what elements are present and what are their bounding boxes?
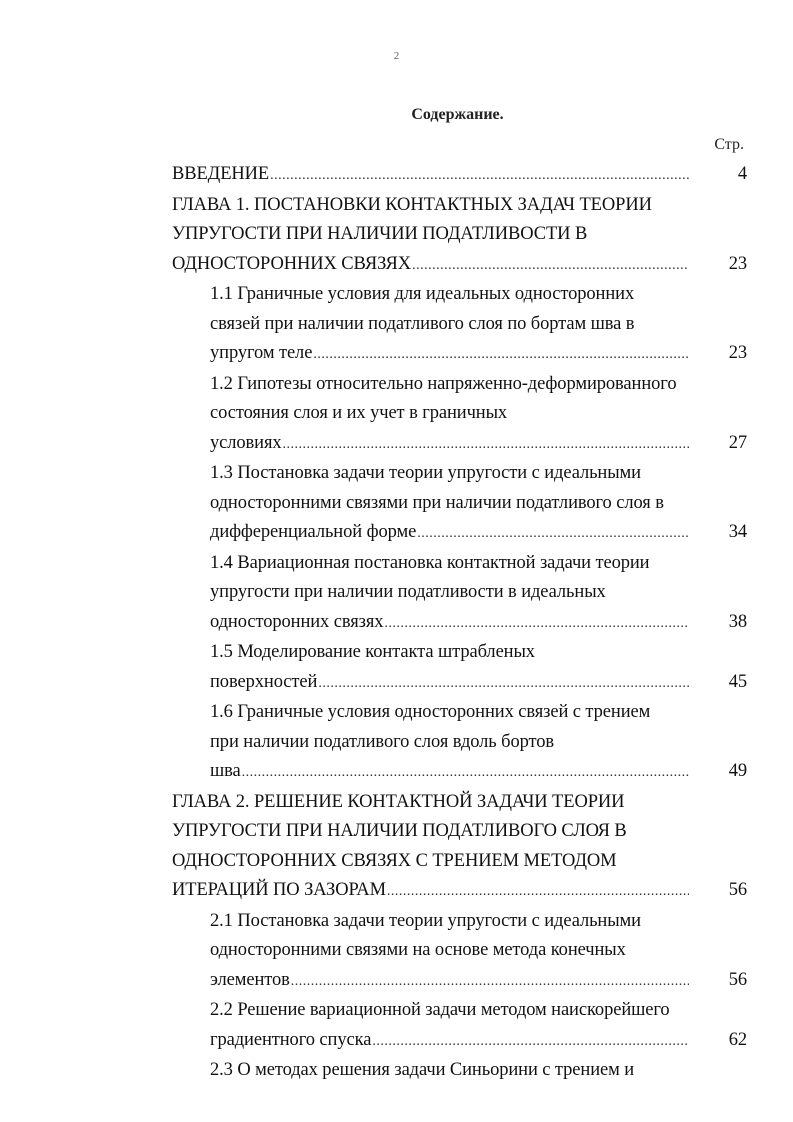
toc-entry-last-line <box>210 608 747 639</box>
toc-entry-text: дифференциальной форме <box>210 522 417 542</box>
toc-entry-line: односторонними связями при наличии податливого слоя в <box>210 492 664 513</box>
toc-entry-line: 1.5 Моделирование контакта штрабленых <box>210 642 535 662</box>
toc-entry-line: односторонними связями на основе метода конечных <box>210 940 626 960</box>
toc-section-entry[interactable] <box>210 996 747 1056</box>
toc-entry-line: упругости при наличии податливости в идеальных <box>210 582 606 602</box>
toc-entry-text: ВВЕДЕНИЕ <box>172 164 270 184</box>
toc-entry-line: УПРУГОСТИ ПРИ НАЛИЧИИ ПОДАТЛИВОГО СЛОЯ В <box>172 821 627 841</box>
toc-entry-text: односторонних связях <box>210 611 384 632</box>
toc-entry-line: 1.2 Гипотезы относительно напряженно-деформированного <box>210 373 677 394</box>
toc-entry-text: ИТЕРАЦИЙ ПО ЗАЗОРАМ <box>172 880 386 900</box>
toc-entry-line: связей при наличии податливого слоя по бортам шва в <box>210 313 635 334</box>
toc-section-entry[interactable] <box>210 698 747 788</box>
toc-page-number: 45 <box>728 671 747 692</box>
toc-section-entry[interactable] <box>210 638 747 698</box>
toc-entry-line: 1.3 Постановка задачи теории упругости с идеальными <box>210 463 641 483</box>
dot-leader <box>387 877 689 907</box>
toc-page-number: 23 <box>728 343 747 363</box>
toc-entry-line: 1.1 Граничные условия для идеальных односторонних <box>210 284 635 304</box>
dot-leader <box>283 430 689 460</box>
dot-leader <box>412 251 689 281</box>
toc-page-number: 4 <box>737 164 747 184</box>
toc-page-number: 38 <box>728 611 747 632</box>
toc-entry-text: 2.3 О методах решения задачи Синьорини с трением и <box>210 1060 635 1080</box>
toc-entry-line: 2.1 Постановка задачи теории упругости с идеальными <box>210 910 641 931</box>
toc-entry-last-line <box>210 518 747 549</box>
dot-leader <box>318 669 689 699</box>
dot-leader <box>270 161 689 191</box>
dot-leader <box>242 758 689 788</box>
toc-entry-text: элементов <box>210 969 290 990</box>
toc-page-number: 23 <box>728 253 747 274</box>
toc-entry-text: условиях <box>210 432 282 453</box>
toc-section-entry[interactable] <box>210 370 747 460</box>
toc-entry-last-line <box>210 757 747 788</box>
dot-leader <box>313 340 689 370</box>
toc-entry-text: упругом теле <box>210 343 313 363</box>
toc-entry-line: 1.4 Вариационная постановка контактной задачи теории <box>210 552 650 573</box>
toc-entry-last-line <box>210 339 747 370</box>
toc-section-entry[interactable] <box>210 459 747 549</box>
toc-entry-last-line <box>172 160 747 191</box>
toc-entry-last-line <box>172 250 747 281</box>
toc-entry-line: 2.2 Решение вариационной задачи методом наискорейшего <box>210 1000 670 1020</box>
dot-leader <box>372 1027 689 1057</box>
toc-entry-line: УПРУГОСТИ ПРИ НАЛИЧИИ ПОДАТЛИВОСТИ В <box>172 224 588 244</box>
toc-entry-text: шва <box>210 761 241 781</box>
toc-entry-text: градиентного спуска <box>210 1029 372 1050</box>
dot-leader <box>384 609 689 639</box>
toc-chapter-entry[interactable] <box>172 788 747 907</box>
dot-leader <box>417 519 689 549</box>
toc-entry-line: ГЛАВА 2. РЕШЕНИЕ КОНТАКТНОЙ ЗАДАЧИ ТЕОРИИ <box>172 791 625 812</box>
toc-entry-line: ОДНОСТОРОННИХ СВЯЗЯХ С ТРЕНИЕМ МЕТОДОМ <box>172 850 617 871</box>
toc-page-number: 27 <box>728 432 747 453</box>
page-title: Содержание. <box>411 106 504 123</box>
toc-entry-text: поверхностей <box>210 671 318 692</box>
toc-entry-last-line <box>172 876 747 907</box>
toc-entry-line: при наличии податливого слоя вдоль бортов <box>210 731 555 752</box>
toc-entry-last-line <box>210 429 747 460</box>
toc-entry-last-line <box>210 668 747 699</box>
toc-entry-last-line <box>210 966 747 997</box>
toc-page-number: 56 <box>728 969 747 990</box>
toc-entry-line: ГЛАВА 1. ПОСТАНОВКИ КОНТАКТНЫХ ЗАДАЧ ТЕОРИИ <box>172 194 652 215</box>
toc-chapter-entry[interactable] <box>172 160 747 191</box>
toc-page-number: 56 <box>728 880 747 900</box>
toc-page-number: 62 <box>728 1029 747 1050</box>
toc-section-entry[interactable] <box>210 1056 747 1086</box>
dot-leader <box>291 967 689 997</box>
page-number: 2 <box>393 50 400 62</box>
toc-section-entry[interactable] <box>210 280 747 370</box>
toc-entry-line: 1.6 Граничные условия односторонних связей с трением <box>210 702 651 722</box>
toc-page-number: 49 <box>728 761 747 781</box>
toc-chapter-entry[interactable] <box>172 191 747 281</box>
page-column-label: Стр. <box>714 136 744 153</box>
toc-page-number: 34 <box>728 522 747 542</box>
table-of-contents <box>0 160 793 1086</box>
toc-section-entry[interactable] <box>210 907 747 997</box>
toc-entry-last-line <box>210 1026 747 1057</box>
toc-entry-text: ОДНОСТОРОННИХ СВЯЗЯХ <box>172 253 412 274</box>
toc-entry-line: состояния слоя и их учет в граничных <box>210 403 508 423</box>
toc-entry-last-line <box>210 1056 747 1086</box>
toc-section-entry[interactable] <box>210 549 747 639</box>
